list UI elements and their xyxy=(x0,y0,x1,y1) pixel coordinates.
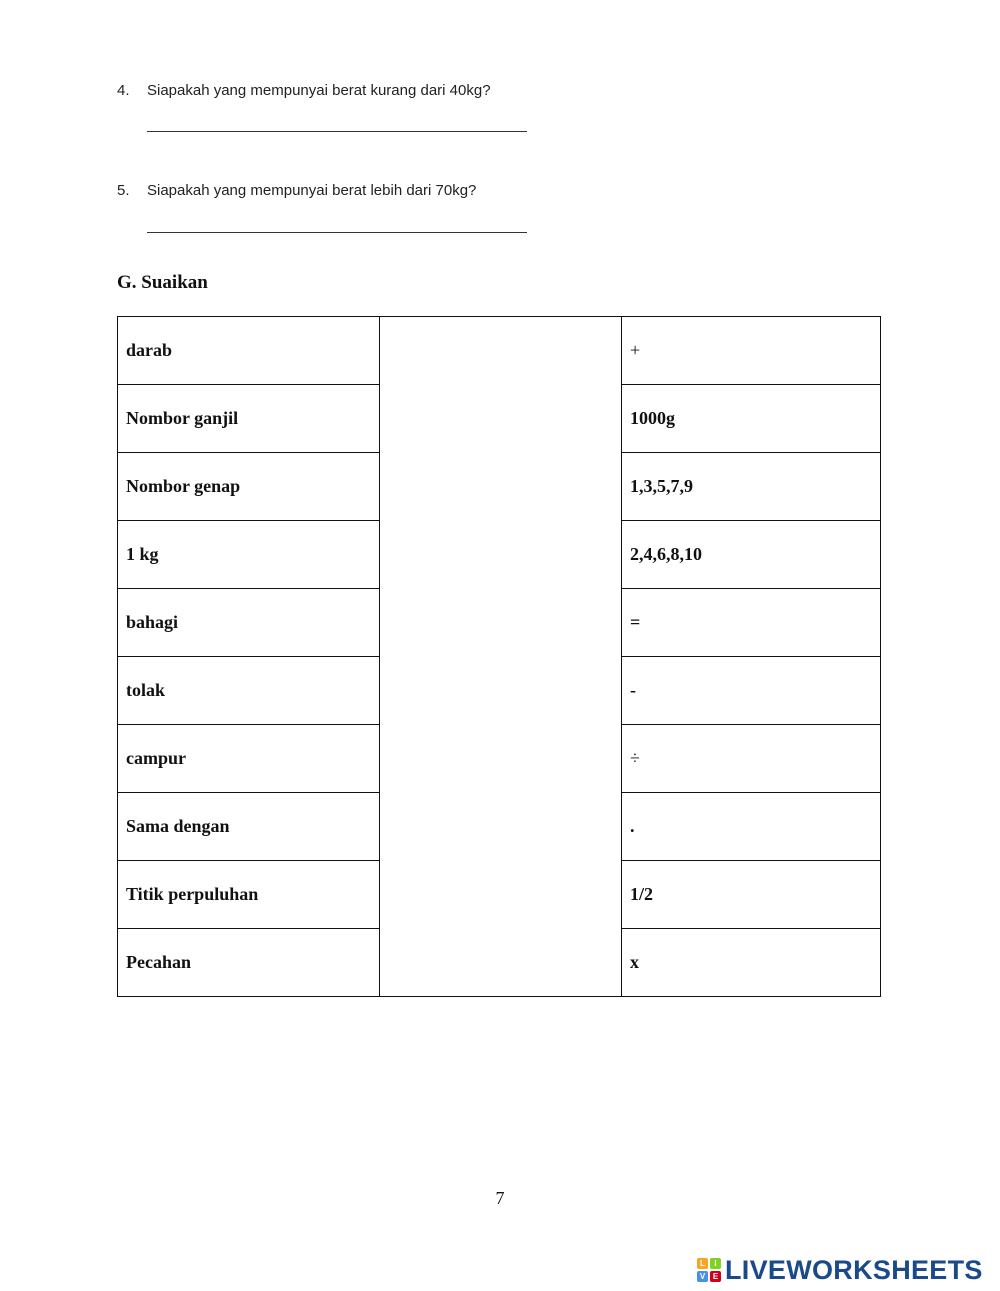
left-term: tolak xyxy=(118,657,380,725)
logo-tile: V xyxy=(697,1271,708,1282)
question-text: Siapakah yang mempunyai berat lebih dari 70kg? xyxy=(147,182,477,199)
right-term: 1,3,5,7,9 xyxy=(622,453,881,521)
question-number: 4. xyxy=(117,82,130,99)
right-term: 1/2 xyxy=(622,861,881,929)
right-term: . xyxy=(622,793,881,861)
brand-name: LIVEWORKSHEETS xyxy=(725,1254,983,1285)
matching-area[interactable] xyxy=(380,317,622,997)
logo-tile: E xyxy=(710,1271,721,1282)
logo-icon xyxy=(697,1258,721,1282)
right-term: 1000g xyxy=(622,385,881,453)
matching-table xyxy=(117,316,881,997)
right-term: - xyxy=(622,657,881,725)
question-text: Siapakah yang mempunyai berat kurang dari 40kg? xyxy=(147,82,491,99)
right-term: ÷ xyxy=(622,725,881,793)
right-term: 2,4,6,8,10 xyxy=(622,521,881,589)
left-term: Sama dengan xyxy=(118,793,380,861)
page-number: 7 xyxy=(495,1188,505,1208)
left-term: Pecahan xyxy=(118,929,380,997)
left-term: Nombor genap xyxy=(118,453,380,521)
left-term: campur xyxy=(118,725,380,793)
answer-line-4[interactable] xyxy=(147,131,527,132)
question-number: 5. xyxy=(117,182,130,199)
right-term: + xyxy=(622,317,881,385)
section-title: G. Suaikan xyxy=(117,272,208,293)
left-term: Nombor ganjil xyxy=(118,385,380,453)
question-5 xyxy=(117,182,476,199)
logo-tile: L xyxy=(697,1258,708,1269)
right-term: = xyxy=(622,589,881,657)
left-term: bahagi xyxy=(118,589,380,657)
left-term: 1 kg xyxy=(118,521,380,589)
logo-tile: I xyxy=(710,1258,721,1269)
question-4 xyxy=(117,82,491,99)
liveworksheets-logo[interactable] xyxy=(697,1256,983,1284)
left-term: Titik perpuluhan xyxy=(118,861,380,929)
right-term: x xyxy=(622,929,881,997)
answer-line-5[interactable] xyxy=(147,232,527,233)
table-row xyxy=(118,317,881,385)
left-term: darab xyxy=(118,317,380,385)
